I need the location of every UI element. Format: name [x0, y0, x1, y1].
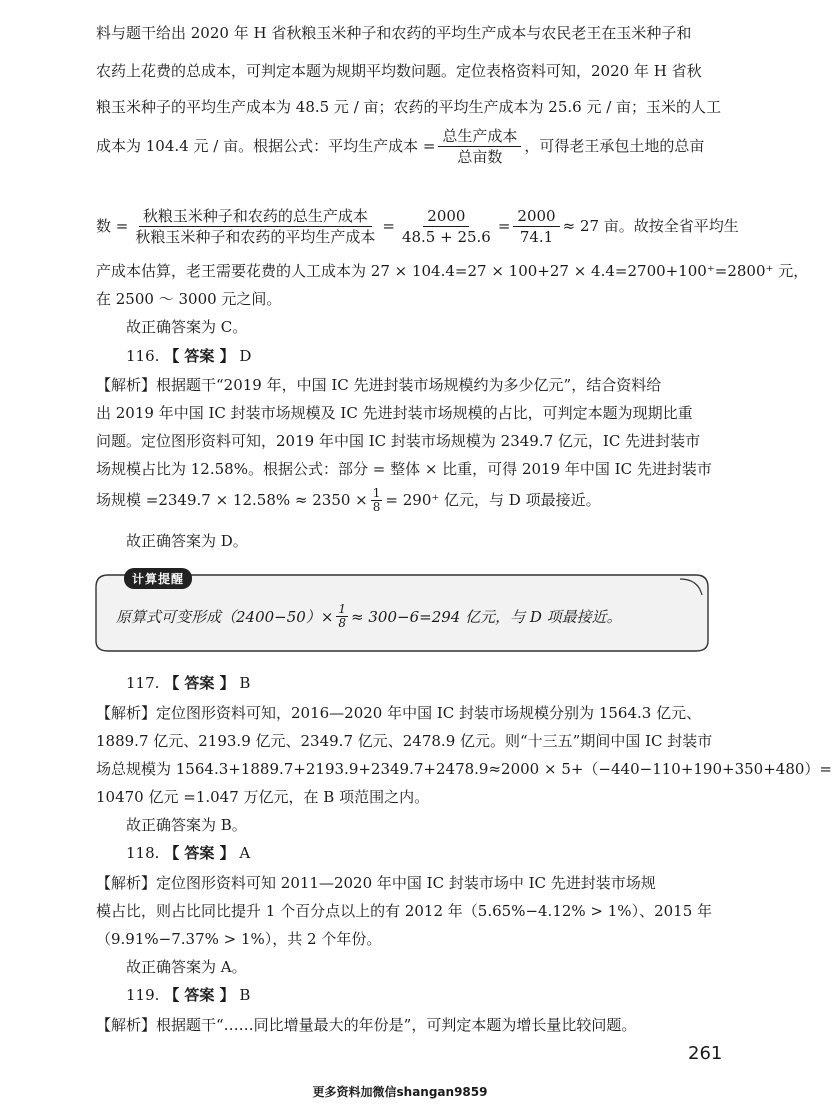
answer-conclusion: 故正确答案为 B。: [126, 816, 247, 834]
fraction-numerator: 总生产成本: [438, 127, 521, 147]
fraction-denominator: 74.1: [519, 227, 554, 246]
fraction-one-eighth: [371, 487, 383, 514]
paragraph-line: 产成本估算，老王需要花费的人工成本为 27 × 104.4=27 × 100+27 × 4.4=2700+100⁺=2800⁺ 元，: [96, 262, 809, 280]
answer-letter: D: [239, 347, 252, 365]
callout-text-end: ≈ 300−6=294 亿元，与 D 项最接近。: [351, 608, 622, 626]
fraction-numerator: 2000: [513, 207, 559, 227]
formula-line-ic-scale: [96, 482, 716, 518]
fraction-numerator: 1: [338, 602, 347, 616]
answer-letter: B: [239, 986, 251, 1004]
question-heading-118: [126, 842, 746, 864]
answer-tag: 【 答案 】: [164, 844, 235, 862]
formula-text: ≈ 27 亩。故按全省平均生: [562, 217, 739, 235]
analysis-line: 出 2019 年中国 IC 封装市场规模及 IC 先进封装市场规模的占比，可判定本题为现期比重: [96, 404, 693, 422]
formula-text: 场规模 =2349.7 × 12.58% ≈ 2350 ×: [96, 491, 368, 509]
fraction-denominator: 秋粮玉米种子和农药的平均生产成本: [135, 227, 376, 246]
fraction-total-cost: [438, 127, 521, 166]
answer-conclusion: 故正确答案为 A。: [126, 958, 247, 976]
question-number: 118.: [126, 844, 160, 862]
callout-text: [116, 603, 622, 630]
answer-tag: 【 答案 】: [164, 347, 235, 365]
answer-conclusion: 故正确答案为 D。: [126, 532, 248, 550]
question-number: 117.: [126, 674, 160, 692]
callout-badge: 计算提醒: [124, 568, 192, 589]
question-heading-117: [126, 672, 746, 694]
fraction-2000-sum: [398, 207, 495, 246]
fraction-2000-741: [513, 207, 559, 246]
paragraph-line: 粮玉米种子的平均生产成本为 48.5 元 / 亩；农药的平均生产成本为 25.6 元 / 亩；玉米的人工: [96, 98, 722, 116]
page-number: 261: [688, 1043, 723, 1064]
callout-text-start: 原算式可变形成（2400−50）×: [116, 608, 334, 626]
question-number: 119.: [126, 986, 160, 1004]
answer-tag: 【 答案 】: [164, 674, 235, 692]
footer-note: 更多资料加微信shangan9859: [312, 1085, 488, 1099]
formula-line-average-cost: [96, 124, 716, 168]
answer-letter: B: [239, 674, 251, 692]
analysis-line: 模占比，则占比同比提升 1 个百分点以上的有 2012 年（5.65%−4.12% > 1%）、2015 年: [96, 902, 713, 920]
analysis-line: 【解析】定位图形资料可知，2016—2020 年中国 IC 封装市场规模分别为 1564.3 亿元、: [96, 704, 702, 722]
equals-sign: =: [497, 217, 511, 235]
fraction-denominator: 8: [372, 499, 381, 514]
analysis-line: 场总规模为 1564.3+1889.7+2193.9+2349.7+2478.9≈2000 × 5+（−440−110+190+350+480）=: [96, 760, 832, 778]
analysis-line: 【解析】定位图形资料可知 2011—2020 年中国 IC 封装市场中 IC 先进封装市场规: [96, 874, 656, 892]
formula-line-acreage: [96, 204, 739, 248]
formula-text: = 290⁺ 亿元，与 D 项最接近。: [385, 491, 601, 509]
formula-text: 数 =: [96, 217, 129, 235]
analysis-line: 10470 亿元 =1.047 万亿元，在 B 项范围之内。: [96, 788, 430, 806]
calculation-tip-box: [92, 565, 712, 653]
question-number: 116.: [126, 347, 160, 365]
equals-sign: =: [382, 217, 395, 235]
fraction-cost-ratio: [131, 207, 379, 246]
question-heading-119: [126, 984, 746, 1006]
fraction-denominator: 8: [338, 616, 347, 630]
analysis-line: 1889.7 亿元、2193.9 亿元、2349.7 亿元、2478.9 亿元。则“十三五”期间中国 IC 封装市: [96, 732, 713, 750]
answer-letter: A: [239, 844, 251, 862]
analysis-line: 场规模占比为 12.58%。根据公式：部分 = 整体 × 比重，可得 2019 年中国 IC 先进封装市: [96, 460, 712, 478]
paragraph-line: 农药上花费的总成本，可判定本题为规期平均数问题。定位表格资料可知，2020 年 H 省秋: [96, 62, 702, 80]
answer-conclusion: 故正确答案为 C。: [126, 318, 248, 336]
fraction-denominator: 48.5 + 25.6: [401, 227, 491, 246]
analysis-line: 问题。定位图形资料可知，2019 年中国 IC 封装市场规模为 2349.7 亿元，IC 先进封装市: [96, 432, 701, 450]
analysis-line: 【解析】根据题干“2019 年，中国 IC 先进封装市场规模约为多少亿元”，结合资料给: [96, 376, 662, 394]
fraction-denominator: 总亩数: [457, 147, 503, 166]
paragraph-line: 料与题干给出 2020 年 H 省秋粮玉米种子和农药的平均生产成本与农民老王在玉米种子和: [96, 24, 692, 42]
analysis-line: （9.91%−7.37% > 1%），共 2 个年份。: [96, 930, 382, 948]
formula-text: 成本为 104.4 元 / 亩。根据公式：平均生产成本 =: [96, 137, 436, 155]
analysis-line: 【解析】根据题干“……同比增量最大的年份是”，可判定本题为增长量比较问题。: [96, 1016, 637, 1034]
fraction-numerator: 1: [372, 485, 381, 500]
callout-fraction: [336, 603, 348, 630]
fraction-numerator: 秋粮玉米种子和农药的总生产成本: [139, 207, 372, 227]
formula-text: ，可得老王承包土地的总亩: [524, 137, 705, 155]
question-heading-116: [126, 345, 746, 367]
fraction-numerator: 2000: [423, 207, 469, 227]
paragraph-line: 在 2500 ～ 3000 元之间。: [96, 290, 282, 308]
answer-tag: 【 答案 】: [164, 986, 235, 1004]
